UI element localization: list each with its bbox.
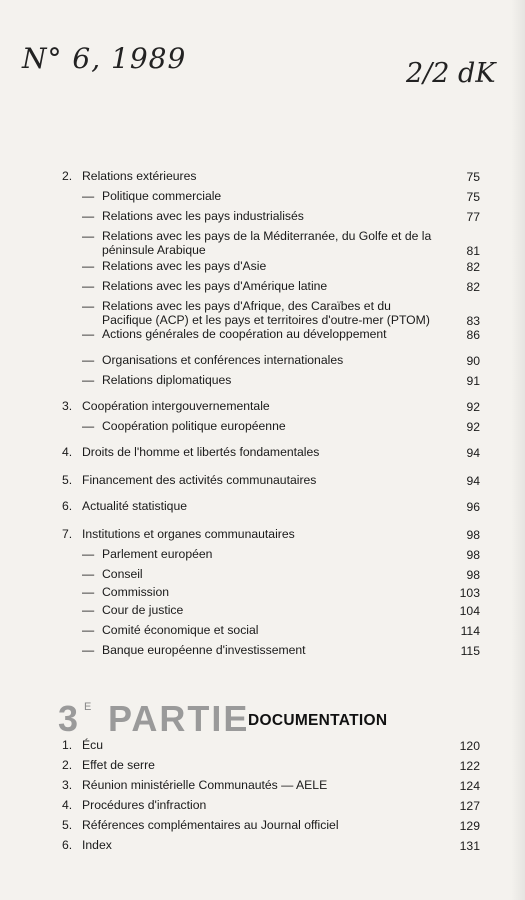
entry-page: 104 <box>459 603 480 618</box>
entry-page: 75 <box>466 169 480 184</box>
entry-dash: — <box>82 547 95 561</box>
entry-title: Comité économique et social <box>102 623 259 637</box>
entry-title: Financement des activités communautaires <box>82 473 317 487</box>
entry-dash: — <box>82 623 95 637</box>
entry-number: 3. <box>62 778 73 792</box>
toc-subentry <box>62 354 480 368</box>
part-number: 3 <box>58 698 80 739</box>
entry-dash: — <box>82 299 95 313</box>
handwritten-issue-note: N° 6, 1989 <box>22 42 187 75</box>
entry-dash: — <box>82 259 95 273</box>
toc-entry <box>62 400 480 414</box>
toc-subentry <box>62 586 480 600</box>
entry-title: Parlement européen <box>102 547 213 561</box>
toc-entry <box>62 528 480 542</box>
toc-entry <box>62 170 480 184</box>
entry-title: Banque européenne d'investissement <box>102 643 306 657</box>
entry-title: Commission <box>102 585 170 599</box>
page-edge-shadow <box>511 0 525 900</box>
toc-entry <box>62 446 480 460</box>
entry-number: 2. <box>62 169 73 183</box>
entry-page: 98 <box>466 547 480 562</box>
handwritten-code-note: 2/2 dK <box>406 58 496 89</box>
toc-subentry <box>62 644 480 658</box>
toc-subentry <box>62 230 480 258</box>
entry-page: 94 <box>466 445 480 460</box>
entry-number: 2. <box>62 758 73 772</box>
entry-page: 127 <box>459 798 480 813</box>
entry-title: Écu <box>82 738 104 752</box>
toc-subentry <box>62 548 480 562</box>
toc-entry <box>62 799 480 813</box>
entry-title: Conseil <box>102 567 143 581</box>
entry-page: 122 <box>459 758 480 773</box>
entry-title: Coopération politique européenne <box>102 419 286 433</box>
toc-entry <box>62 739 480 753</box>
toc-subentry <box>62 374 480 388</box>
toc-entry <box>62 839 480 853</box>
entry-title: Relations avec les pays d'Amérique latine <box>102 279 328 293</box>
entry-number: 3. <box>62 399 73 413</box>
entry-number: 5. <box>62 473 73 487</box>
entry-title: Relations avec les pays d'Asie <box>102 259 267 273</box>
part-superscript: E <box>84 701 92 713</box>
entry-title: Coopération intergouvernementale <box>82 399 270 413</box>
toc-subentry <box>62 300 480 328</box>
entry-number: 6. <box>62 499 73 513</box>
entry-page: 124 <box>459 778 480 793</box>
part-subtitle: DOCUMENTATION <box>248 712 388 729</box>
entry-dash: — <box>82 603 95 617</box>
entry-page: 96 <box>466 499 480 514</box>
toc-subentry <box>62 280 480 294</box>
entry-number: 7. <box>62 527 73 541</box>
entry-title: Cour de justice <box>102 603 184 617</box>
toc-subentry <box>62 260 480 274</box>
toc-entry <box>62 779 480 793</box>
entry-dash: — <box>82 643 95 657</box>
entry-title: Actions générales de coopération au développement <box>102 327 387 341</box>
entry-dash: — <box>82 419 95 433</box>
entry-number: 6. <box>62 838 73 852</box>
entry-title: Relations extérieures <box>82 169 197 183</box>
entry-page: 98 <box>466 527 480 542</box>
entry-page: 90 <box>466 353 480 368</box>
entry-page: 91 <box>466 373 480 388</box>
toc-entry <box>62 500 480 514</box>
entry-page: 82 <box>466 279 480 294</box>
entry-title: Politique commerciale <box>102 189 222 203</box>
part-word: PARTIE <box>108 698 250 739</box>
entry-page: 98 <box>466 567 480 582</box>
toc-subentry <box>62 328 480 342</box>
entry-dash: — <box>82 209 95 223</box>
entry-number: 5. <box>62 818 73 832</box>
entry-title: Index <box>82 838 112 852</box>
toc-subentry <box>62 190 480 204</box>
entry-number: 1. <box>62 738 73 752</box>
entry-title: Actualité statistique <box>82 499 188 513</box>
entry-page: 131 <box>459 838 480 853</box>
entry-page: 120 <box>459 738 480 753</box>
entry-page: 82 <box>466 259 480 274</box>
entry-number: 4. <box>62 798 73 812</box>
entry-page: 103 <box>459 585 480 600</box>
entry-dash: — <box>82 327 95 341</box>
entry-dash: — <box>82 373 95 387</box>
toc-subentry <box>62 604 480 618</box>
entry-title: Institutions et organes communautaires <box>82 527 295 541</box>
entry-page: 129 <box>459 818 480 833</box>
entry-title: Relations avec les pays de la Méditerranée, du Golfe et de la péninsule Arabique <box>102 229 432 257</box>
entry-title: Procédures d'infraction <box>82 798 207 812</box>
entry-page: 92 <box>466 399 480 414</box>
entry-page: 86 <box>466 327 480 342</box>
entry-title: Relations avec les pays d'Afrique, des Caraïbes et du Pacifique (ACP) et les pays et territoires d'outre-mer (PTOM) <box>102 299 430 327</box>
toc-entry <box>62 819 480 833</box>
entry-page: 115 <box>460 643 480 658</box>
entry-number: 4. <box>62 445 73 459</box>
entry-dash: — <box>82 229 95 243</box>
entry-dash: — <box>82 585 95 599</box>
entry-dash: — <box>82 189 95 203</box>
entry-title: Droits de l'homme et libertés fondamentales <box>82 445 320 459</box>
entry-title: Organisations et conférences internationales <box>102 353 344 367</box>
toc-subentry <box>62 568 480 582</box>
toc-entry <box>62 759 480 773</box>
toc-subentry <box>62 420 480 434</box>
entry-title: Effet de serre <box>82 758 155 772</box>
entry-title: Relations avec les pays industrialisés <box>102 209 304 223</box>
toc-subentry <box>62 210 480 224</box>
entry-page: 81 <box>466 243 480 258</box>
entry-title: Références complémentaires au Journal officiel <box>82 818 339 832</box>
toc-entry <box>62 474 480 488</box>
entry-page: 94 <box>466 473 480 488</box>
entry-title: Réunion ministérielle Communautés — AELE <box>82 778 328 792</box>
entry-dash: — <box>82 279 95 293</box>
entry-title: Relations diplomatiques <box>102 373 232 387</box>
entry-dash: — <box>82 567 95 581</box>
entry-dash: — <box>82 353 95 367</box>
part-three-heading <box>58 698 478 738</box>
entry-page: 92 <box>466 419 480 434</box>
entry-page: 114 <box>460 623 480 638</box>
toc-subentry <box>62 624 480 638</box>
entry-page: 75 <box>466 189 480 204</box>
entry-page: 77 <box>466 209 480 224</box>
entry-page: 83 <box>466 313 480 328</box>
